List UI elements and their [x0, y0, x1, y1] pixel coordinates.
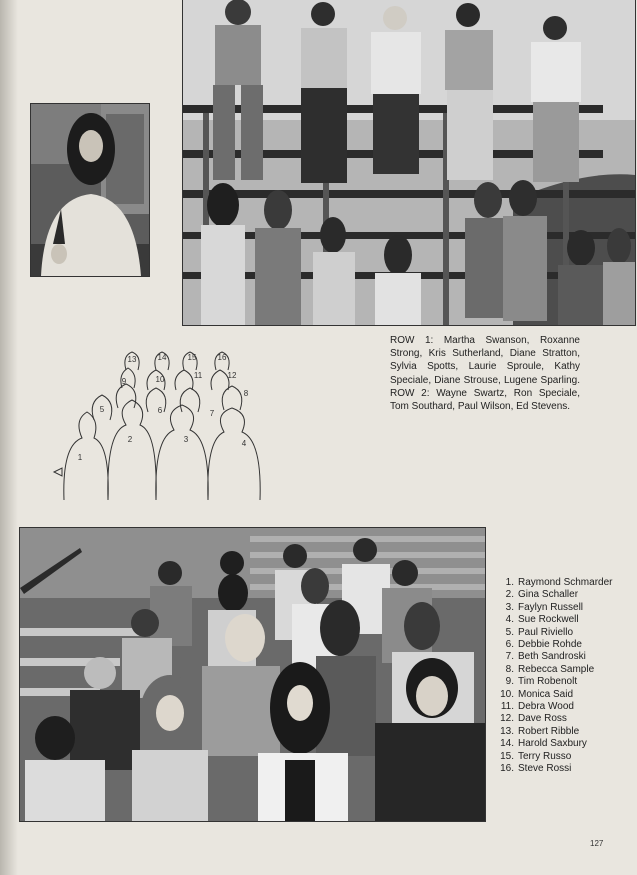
key-label-8: 8: [243, 389, 249, 398]
key-label-12: 12: [227, 371, 237, 380]
list-item-number: 9.: [505, 676, 514, 688]
list-item-name: Beth Sandroski: [518, 651, 586, 663]
page-gutter-shadow: [0, 0, 18, 875]
list-item: [500, 701, 635, 713]
page-number: 127: [590, 839, 604, 848]
list-item: [500, 664, 635, 676]
key-label-3: 3: [183, 435, 189, 444]
list-item-name: Debra Wood: [518, 701, 574, 713]
list-item: [500, 713, 635, 725]
list-item: [500, 614, 635, 626]
list-item-number: 14.: [500, 738, 514, 750]
key-label-13: 13: [127, 355, 137, 364]
list-item-name: Harold Saxbury: [518, 738, 587, 750]
list-item-number: 3.: [505, 601, 514, 613]
list-item-name: Monica Said: [518, 688, 574, 700]
key-label-15: 15: [187, 353, 197, 362]
list-item-number: 13.: [500, 725, 514, 737]
list-item-number: 16.: [500, 763, 514, 775]
list-item: [500, 577, 635, 589]
list-item-name: Faylyn Russell: [518, 601, 584, 613]
key-label-6: 6: [157, 406, 163, 415]
names-list: [500, 577, 635, 776]
list-item: [500, 589, 635, 601]
identification-key-diagram: [52, 350, 280, 500]
list-item-name: Robert Ribble: [518, 725, 580, 737]
stairs-group-photo: [19, 527, 486, 822]
list-item-number: 5.: [505, 626, 514, 638]
list-item: [500, 763, 635, 775]
list-item-name: Rebecca Sample: [518, 663, 595, 675]
list-item-number: 11.: [500, 701, 514, 713]
list-item: [500, 726, 635, 738]
key-label-2: 2: [127, 435, 133, 444]
bleachers-photo-caption: [390, 334, 580, 413]
list-item-number: 2.: [505, 589, 514, 601]
list-item: [500, 651, 635, 663]
list-item: [500, 738, 635, 750]
list-item-number: 1.: [505, 577, 514, 588]
portrait-photo: [30, 103, 150, 277]
key-label-4: 4: [241, 439, 247, 448]
caption-text: ROW 1: Martha Swanson, Roxanne Strong, Kris Sutherland, Diane Stratton, Sylvia Spotts, Laurie Sproule, Kathy Speciale, Diane Strouse, Lugene Sparling. ROW 2: Wayne Swartz, Ron Speciale, Tom Southard, Paul Wilson, Ed Stevens.: [390, 335, 580, 413]
key-label-5: 5: [99, 405, 105, 414]
list-item-number: 7.: [505, 651, 514, 663]
list-item: [500, 689, 635, 701]
list-item: [500, 627, 635, 639]
key-label-14: 14: [157, 353, 167, 362]
key-label-7: 7: [209, 409, 215, 418]
key-label-9: 9: [121, 377, 127, 386]
list-item-name: Paul Riviello: [518, 626, 574, 638]
list-item-number: 4.: [505, 614, 514, 626]
key-label-10: 10: [155, 375, 165, 384]
list-item: [500, 751, 635, 763]
bleachers-group-photo: [182, 0, 636, 326]
list-item: [500, 639, 635, 651]
list-item-number: 15.: [500, 750, 514, 762]
list-item-number: 6.: [505, 639, 514, 651]
list-item-number: 12.: [500, 713, 514, 725]
list-item-number: 10.: [500, 688, 514, 700]
list-item-name: Sue Rockwell: [518, 614, 579, 626]
list-item-name: Dave Ross: [518, 713, 567, 725]
list-item-name: Terry Russo: [518, 750, 572, 762]
list-item-name: Steve Rossi: [518, 763, 572, 775]
list-item-number: 8.: [505, 663, 514, 675]
list-item-name: Gina Schaller: [518, 589, 579, 601]
key-label-16: 16: [217, 353, 227, 362]
list-item-name: Tim Robenolt: [518, 676, 578, 688]
list-item: [500, 676, 635, 688]
key-label-11: 11: [193, 371, 203, 380]
key-label-1: 1: [77, 453, 83, 462]
list-item-name: Debbie Rohde: [518, 639, 582, 651]
list-item: [500, 602, 635, 614]
list-item-name: Raymond Schmarder: [518, 577, 613, 588]
